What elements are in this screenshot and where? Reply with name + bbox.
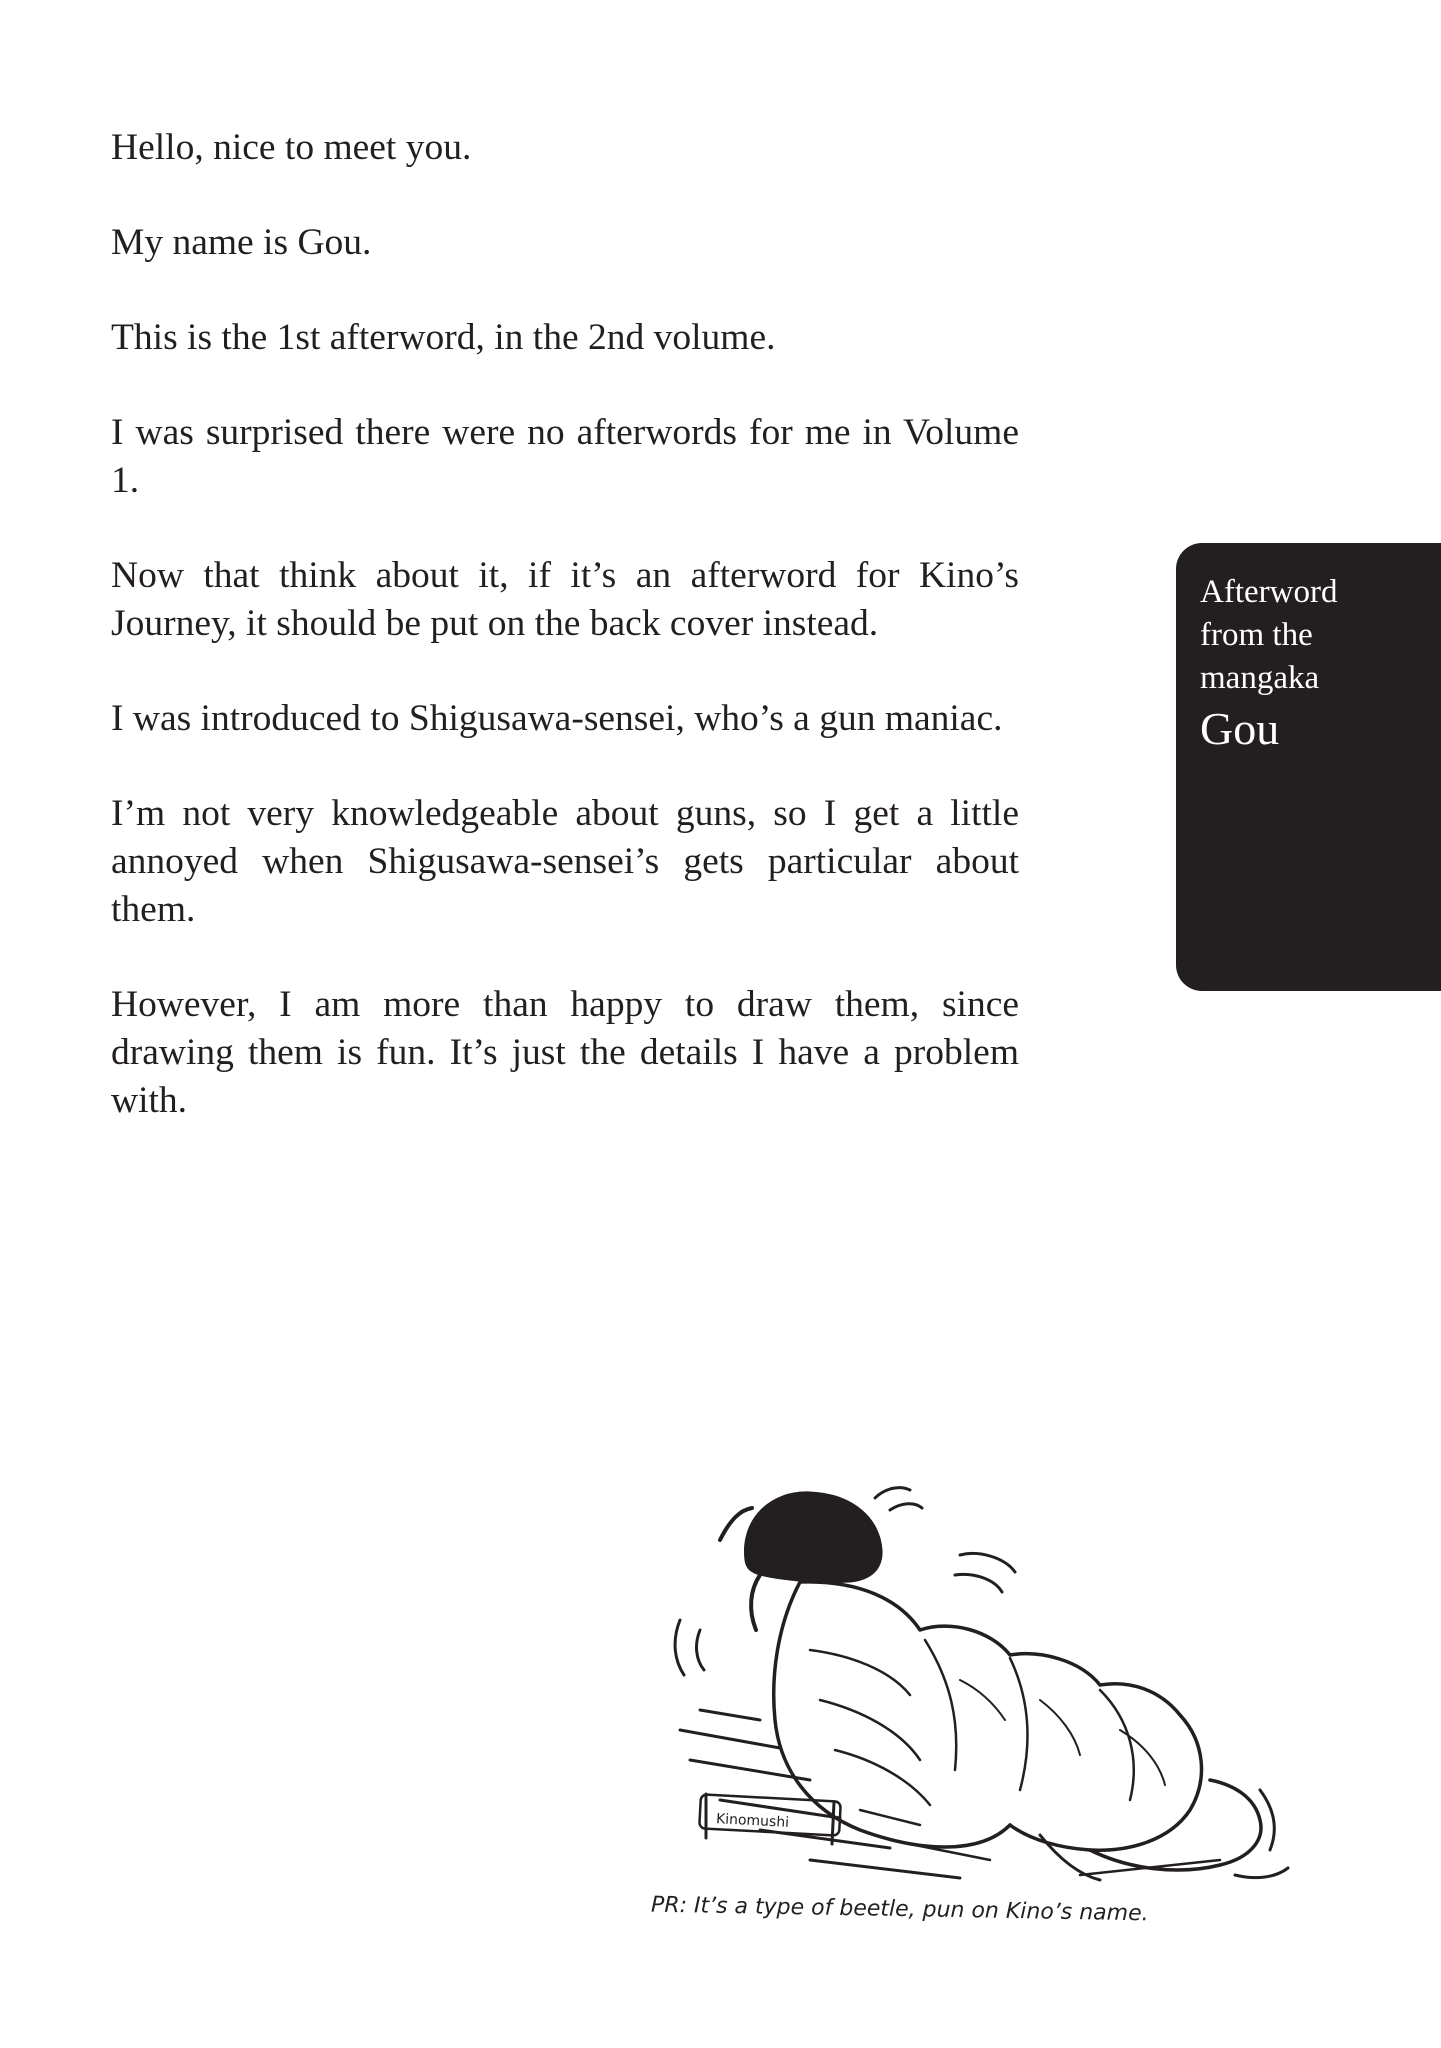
side-tab-line-1: Afterword	[1200, 574, 1338, 610]
paragraph-guns: I’m not very knowledgeable about guns, so I get a little annoyed when Shigusawa-sensei’s gets particular about them.	[111, 793, 1019, 930]
paragraph-greeting: Hello, nice to meet you.	[111, 127, 472, 168]
kinomushi-illustration	[660, 1480, 1300, 1900]
chapter-side-tab	[1176, 543, 1441, 991]
translator-note: PR: It’s a type of beetle, pun on Kino’s name.	[650, 1892, 1149, 1927]
paragraph-volume: This is the 1st afterword, in the 2nd volume.	[111, 317, 776, 358]
paragraph-surprised: I was surprised there were no afterwords for me in Volume 1.	[111, 412, 1019, 501]
paragraph-name: My name is Gou.	[111, 222, 372, 263]
afterword-body	[111, 124, 1019, 1172]
paragraph-drawing: However, I am more than happy to draw them, since drawing them is fun. It’s just the details I have a problem with.	[111, 984, 1019, 1121]
paragraph-back-cover: Now that think about it, if it’s an afterword for Kino’s Journey, it should be put on the back cover instead.	[111, 555, 1019, 644]
kinomushi-tag-label: Kinomushi	[715, 1811, 790, 1831]
side-tab-line-3: mangaka	[1200, 660, 1320, 696]
side-tab-author-name: Gou	[1200, 703, 1280, 754]
side-tab-line-2: from the	[1200, 617, 1313, 653]
paragraph-introduced: I was introduced to Shigusawa-sensei, who’s a gun maniac.	[111, 698, 1003, 739]
